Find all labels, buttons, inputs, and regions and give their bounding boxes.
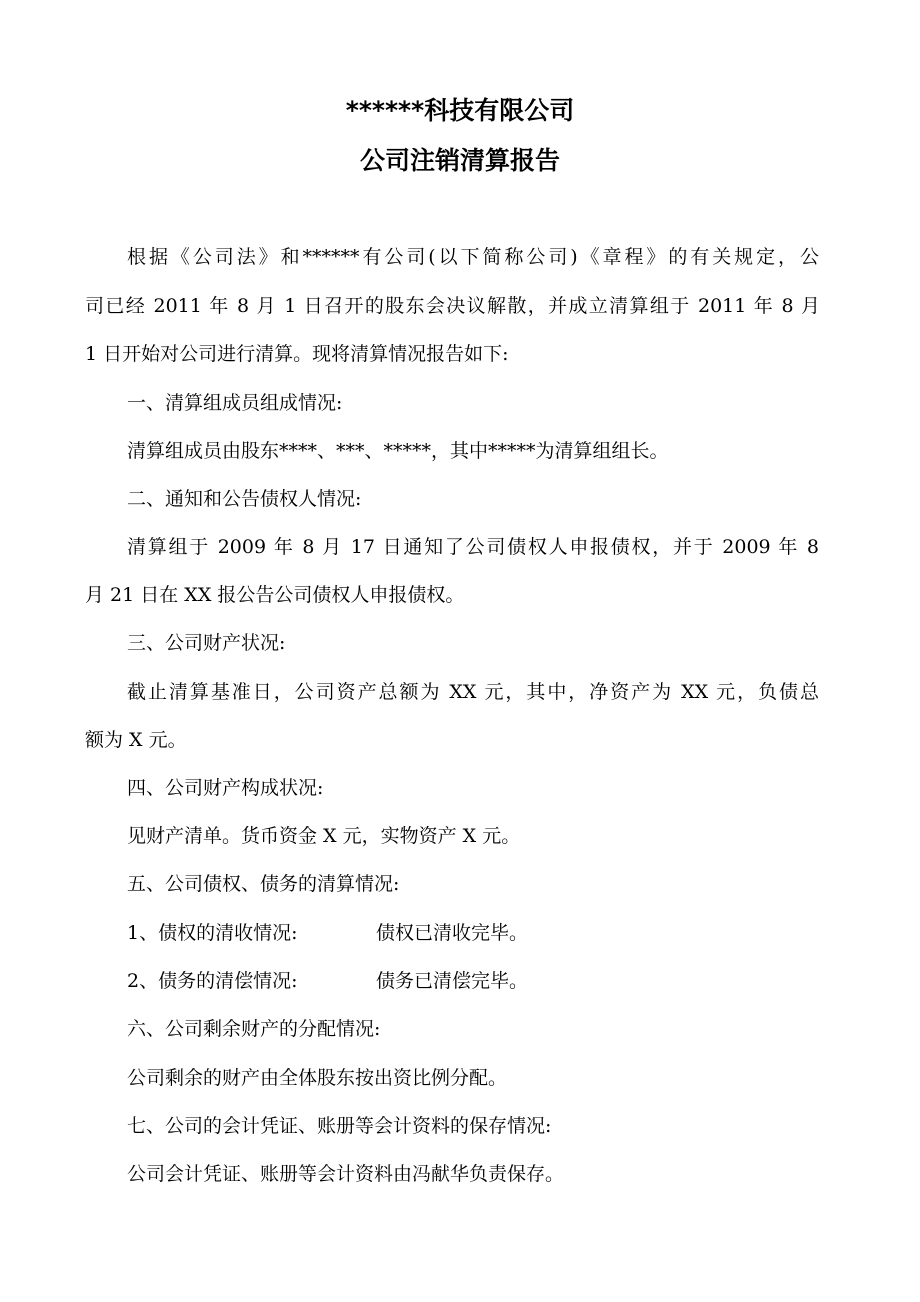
section-body-3-line-2: 额为 X 元。 [85, 729, 187, 751]
section-5-item-2-label: 2、债务的清偿情况: [127, 970, 298, 992]
section-body-1: 清算组成员由股东****、***、*****，其中*****为清算组组长。 [127, 440, 669, 462]
section-heading-3: 三、公司财产状况: [127, 632, 286, 654]
section-body-7: 公司会计凭证、账册等会计资料由冯献华负责保存。 [127, 1163, 565, 1185]
section-heading-4: 四、公司财产构成状况: [127, 777, 324, 799]
intro-line-1: 根据《公司法》和******有公司(以下简称公司)《章程》的有关规定，公 [127, 246, 819, 268]
section-heading-1: 一、清算组成员组成情况: [127, 392, 343, 414]
report-title: 公司注销清算报告 [359, 146, 560, 175]
section-heading-7: 七、公司的会计凭证、账册等会计资料的保存情况: [127, 1115, 552, 1137]
section-body-4: 见财产清单。货币资金 X 元，实物资产 X 元。 [127, 825, 521, 847]
intro-line-2: 司已经 2011 年 8 月 1 日召开的股东会决议解散，并成立清算组于 2011 年 8 月 [85, 295, 820, 317]
section-5-item-1-value: 债权已清收完毕。 [376, 922, 529, 944]
section-5-item-2-value: 债务已清偿完毕。 [376, 970, 529, 992]
section-body-3-line-1: 截止清算基准日，公司资产总额为 XX 元，其中，净资产为 XX 元，负债总 [127, 681, 819, 703]
section-body-6: 公司剩余的财产由全体股东按出资比例分配。 [127, 1067, 508, 1089]
section-5-item-1-label: 1、债权的清收情况: [127, 922, 298, 944]
section-heading-2: 二、通知和公告债权人情况: [127, 488, 362, 510]
section-body-2-line-1: 清算组于 2009 年 8 月 17 日通知了公司债权人申报债权，并于 2009 年 8 [127, 536, 819, 558]
company-title: ******科技有限公司 [345, 96, 575, 125]
section-body-2-line-2: 月 21 日在 XX 报公告公司债权人申报债权。 [85, 584, 465, 606]
section-heading-5: 五、公司债权、债务的清算情况: [127, 873, 400, 895]
section-heading-6: 六、公司剩余财产的分配情况: [127, 1018, 381, 1040]
intro-line-3: 1 日开始对公司进行清算。现将清算情况报告如下: [85, 343, 509, 365]
